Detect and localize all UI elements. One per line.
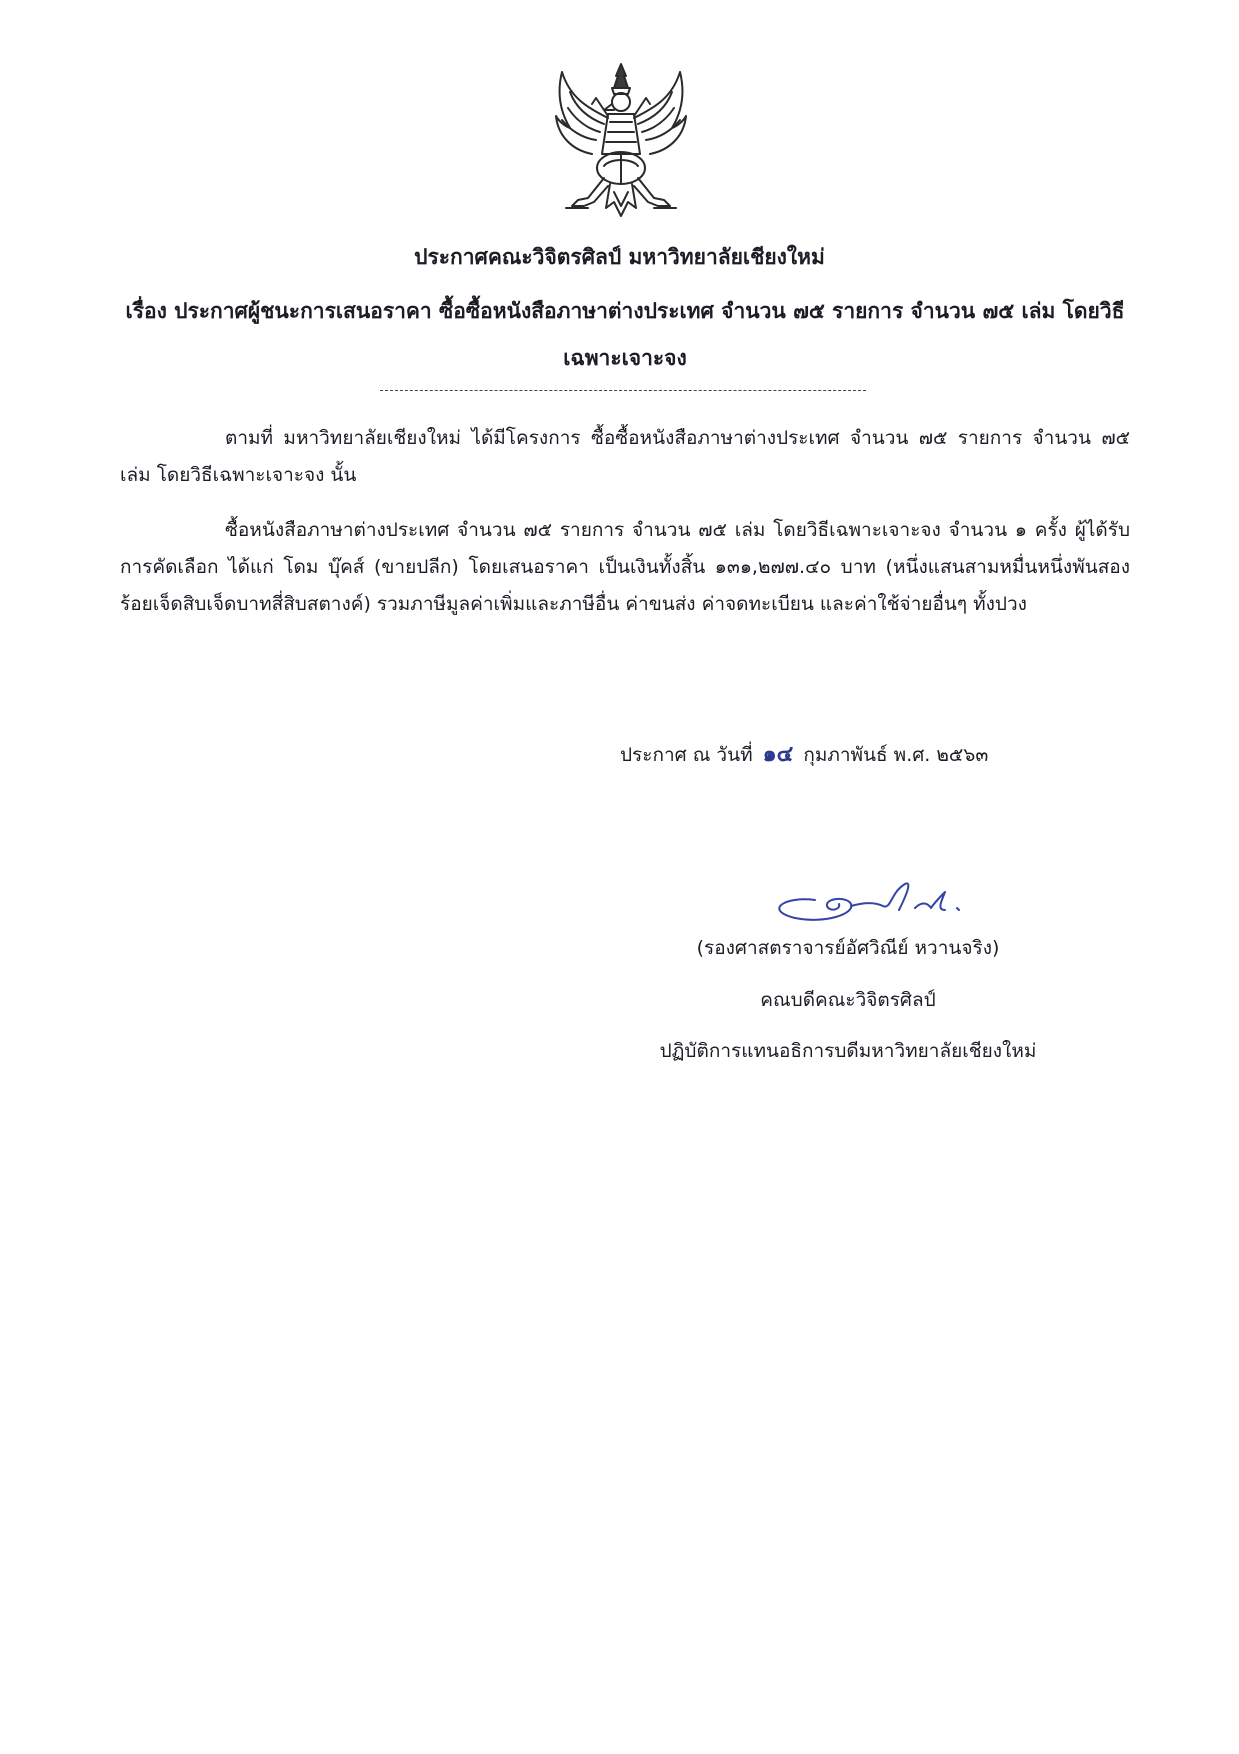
signatory-position: คณบดีคณะวิจิตรศิลป์ <box>760 989 936 1011</box>
announcement-date <box>620 740 988 770</box>
date-prefix: ประกาศ ณ วันที่ <box>620 744 753 766</box>
signatory-name: (รองศาสตราจารย์อัศวิณีย์ หวานจริง) <box>696 937 1000 959</box>
signatory-acting: ปฏิบัติการแทนอธิการบดีมหาวิทยาลัยเชียงใหม่ <box>659 1040 1037 1062</box>
paragraph-winner: ซื้อหนังสือภาษาต่างประเทศ จำนวน ๗๕ รายการ จำนวน ๗๕ เล่ม โดยวิธีเฉพาะเจาะจง จำนวน ๑ ครั้ง ผู้ได้รับการคัดเลือก ได้แก่ โดม บุ๊คส์ (ขายปลีก) โดยเสนอราคา เป็นเงินทั้งสิ้น ๑๓๑,๒๗๗.๔๐ บาท (หนึ่งแสนสามหมื่นหนึ่งพันสองร้อยเจ็ดสิบเจ็ดบาทสี่สิบสตางค์) รวมภาษีมูลค่าเพิ่มและภาษีอื่น ค่าขนส่ง ค่าจดทะเบียน และค่าใช้จ่ายอื่นๆ ทั้งปวง <box>120 519 1130 615</box>
date-month-year: กุมภาพันธ์ พ.ศ. ๒๕๖๓ <box>803 744 989 766</box>
announcement-subject: เรื่อง ประกาศผู้ชนะการเสนอราคา ซื้อซื้อหนังสือภาษาต่างประเทศ จำนวน ๗๕ รายการ จำนวน ๗๕ เล่ม โดยวิธีเฉพาะเจาะจง <box>125 299 1125 370</box>
garuda-emblem-icon <box>548 58 694 228</box>
dashed-divider <box>380 390 866 391</box>
announcement-title: ประกาศคณะวิจิตรศิลป์ มหาวิทยาลัยเชียงใหม่ <box>414 245 825 269</box>
date-day: ๑๔ <box>762 742 794 767</box>
handwritten-signature <box>755 862 1005 932</box>
paragraph-project: ตามที่ มหาวิทยาลัยเชียงใหม่ ได้มีโครงการ ซื้อซื้อหนังสือภาษาต่างประเทศ จำนวน ๗๕ รายการ จำนวน ๗๕ เล่ม โดยวิธีเฉพาะเจาะจง นั้น <box>120 427 1130 486</box>
